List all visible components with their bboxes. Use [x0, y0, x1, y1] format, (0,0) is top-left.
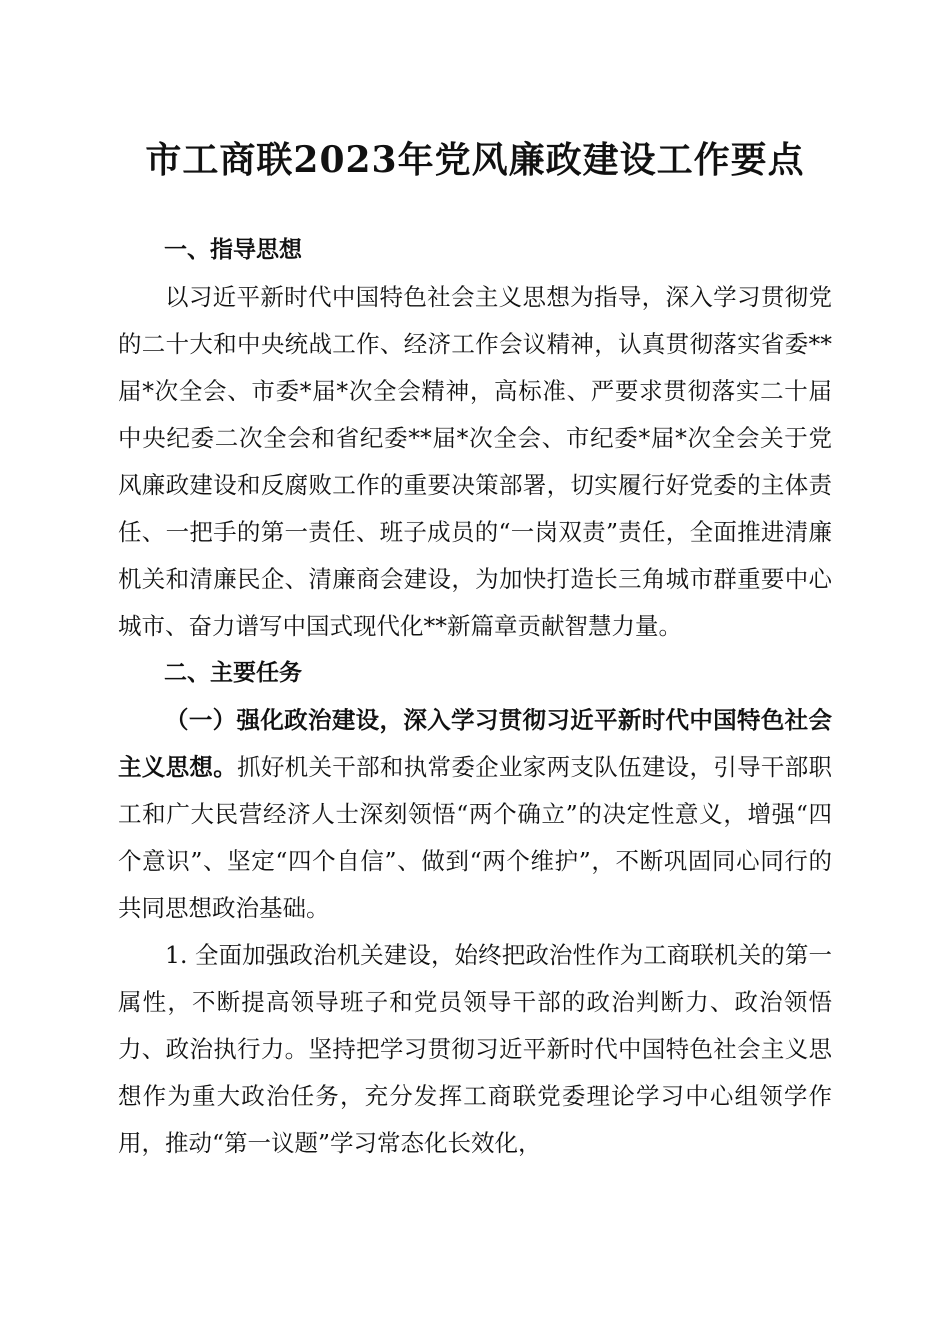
- paragraph-item-1: 1. 全面加强政治机关建设，始终把政治性作为工商联机关的第一属性，不断提高领导班子和党员领导干部的政治判断力、政治领悟力、政治执行力。坚持把学习贯彻习近平新时代中国特色社会主义思想作为重大政治任务，充分发挥工商联党委理论学习中心组领学作用，推动“第一议题”学习常态化长效化，: [118, 941, 832, 1157]
- subheading-political-construction: （一）强化政治建设，深入学习贯彻习近平新时代中国特色社会主义思想。: [118, 706, 832, 781]
- document-title: 市工商联2023年党风廉政建设工作要点: [145, 139, 805, 181]
- paragraph-guiding-ideology: 以习近平新时代中国特色社会主义思想为指导，深入学习贯彻党的二十大和中央统战工作、经济工作会议精神，认真贯彻落实省委**届*次全会、市委*届*次全会精神，高标准、严要求贯彻落实二十届中央纪委二次全会和省纪委**届*次全会、市纪委*届*次全会关于党风廉政建设和反腐败工作的重要决策部署，切实履行好党委的主体责任、一把手的第一责任、班子成员的“一岗双责”责任，全面推进清廉机关和清廉民企、清廉商会建设，为加快打造长三角城市群重要中心城市、奋力谱写中国式现代化**新篇章贡献智慧力量。: [118, 283, 832, 640]
- section-heading-main-tasks: 二、主要任务: [164, 660, 302, 686]
- subheading-body-text: 抓好机关干部和执常委企业家两支队伍建设，引导干部职工和广大民营经济人士深刻领悟“两个确立”的决定性意义，增强“四个意识”、坚定“四个自信”、做到“两个维护”，不断巩固同心同行的共同思想政治基础。: [118, 753, 833, 922]
- section-heading-guiding-ideology: 一、指导思想: [164, 237, 302, 263]
- paragraph-political-construction: [118, 697, 832, 932]
- document-body: [118, 227, 832, 1167]
